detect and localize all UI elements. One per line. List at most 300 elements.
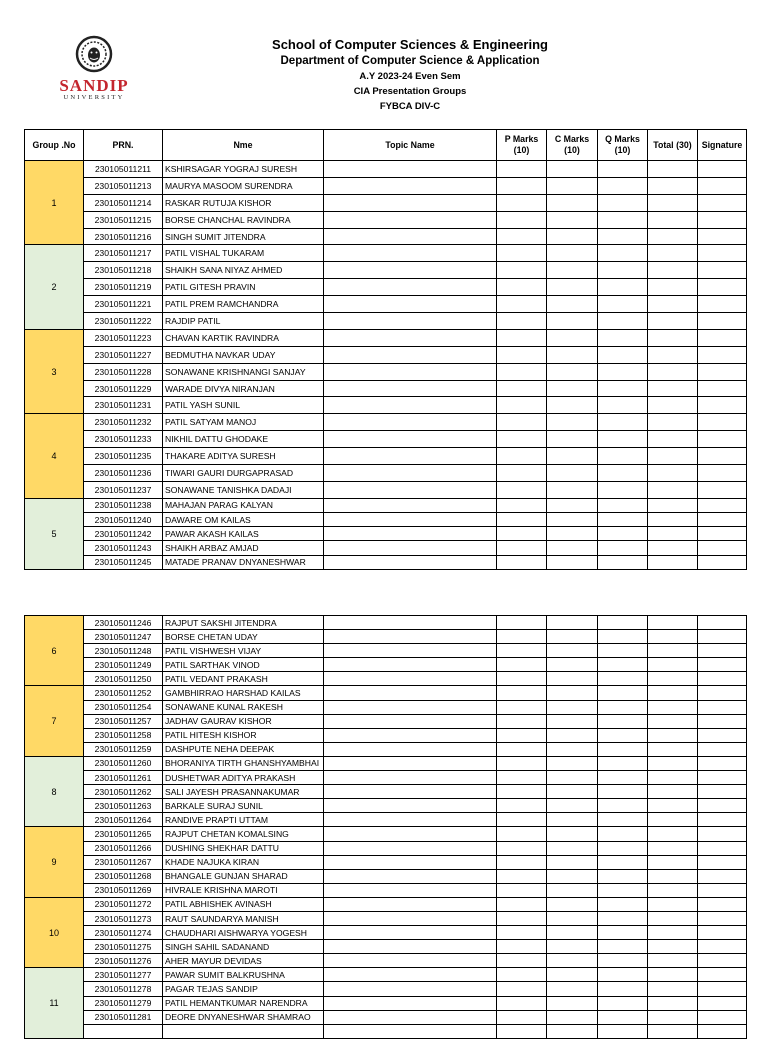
signature-cell[interactable] xyxy=(698,177,747,194)
q-marks-cell[interactable] xyxy=(598,883,648,897)
total-cell[interactable] xyxy=(648,827,698,841)
q-marks-cell[interactable] xyxy=(598,346,648,363)
p-marks-cell[interactable] xyxy=(497,245,547,262)
q-marks-cell[interactable] xyxy=(598,686,648,700)
topic-cell[interactable] xyxy=(324,742,497,756)
total-cell[interactable] xyxy=(648,616,698,630)
total-cell[interactable] xyxy=(648,498,698,512)
p-marks-cell[interactable] xyxy=(497,658,547,672)
c-marks-cell[interactable] xyxy=(547,228,598,245)
p-marks-cell[interactable] xyxy=(497,541,547,555)
topic-cell[interactable] xyxy=(324,555,497,569)
c-marks-cell[interactable] xyxy=(547,431,598,448)
p-marks-cell[interactable] xyxy=(497,911,547,925)
p-marks-cell[interactable] xyxy=(497,714,547,728)
topic-cell[interactable] xyxy=(324,996,497,1010)
topic-cell[interactable] xyxy=(324,513,497,527)
topic-cell[interactable] xyxy=(324,541,497,555)
q-marks-cell[interactable] xyxy=(598,700,648,714)
c-marks-cell[interactable] xyxy=(547,883,598,897)
topic-cell[interactable] xyxy=(324,926,497,940)
p-marks-cell[interactable] xyxy=(497,644,547,658)
p-marks-cell[interactable] xyxy=(497,448,547,465)
q-marks-cell[interactable] xyxy=(598,498,648,512)
p-marks-cell[interactable] xyxy=(497,869,547,883)
p-marks-cell[interactable] xyxy=(497,397,547,414)
c-marks-cell[interactable] xyxy=(547,813,598,827)
p-marks-cell[interactable] xyxy=(497,481,547,498)
signature-cell[interactable] xyxy=(698,940,747,954)
q-marks-cell[interactable] xyxy=(598,672,648,686)
q-marks-cell[interactable] xyxy=(598,658,648,672)
signature-cell[interactable] xyxy=(698,996,747,1010)
total-cell[interactable] xyxy=(648,686,698,700)
topic-cell[interactable] xyxy=(324,630,497,644)
q-marks-cell[interactable] xyxy=(598,714,648,728)
signature-cell[interactable] xyxy=(698,194,747,211)
topic-cell[interactable] xyxy=(324,968,497,982)
c-marks-cell[interactable] xyxy=(547,527,598,541)
signature-cell[interactable] xyxy=(698,513,747,527)
signature-cell[interactable] xyxy=(698,954,747,968)
topic-cell[interactable] xyxy=(324,296,497,313)
q-marks-cell[interactable] xyxy=(598,616,648,630)
total-cell[interactable] xyxy=(648,448,698,465)
topic-cell[interactable] xyxy=(324,346,497,363)
q-marks-cell[interactable] xyxy=(598,813,648,827)
c-marks-cell[interactable] xyxy=(547,279,598,296)
signature-cell[interactable] xyxy=(698,926,747,940)
signature-cell[interactable] xyxy=(698,279,747,296)
c-marks-cell[interactable] xyxy=(547,742,598,756)
signature-cell[interactable] xyxy=(698,771,747,785)
signature-cell[interactable] xyxy=(698,465,747,482)
q-marks-cell[interactable] xyxy=(598,799,648,813)
topic-cell[interactable] xyxy=(324,883,497,897)
signature-cell[interactable] xyxy=(698,555,747,569)
q-marks-cell[interactable] xyxy=(598,968,648,982)
topic-cell[interactable] xyxy=(324,771,497,785)
signature-cell[interactable] xyxy=(698,481,747,498)
topic-cell[interactable] xyxy=(324,954,497,968)
topic-cell[interactable] xyxy=(324,827,497,841)
p-marks-cell[interactable] xyxy=(497,968,547,982)
q-marks-cell[interactable] xyxy=(598,855,648,869)
c-marks-cell[interactable] xyxy=(547,161,598,178)
signature-cell[interactable] xyxy=(698,431,747,448)
c-marks-cell[interactable] xyxy=(547,329,598,346)
q-marks-cell[interactable] xyxy=(598,296,648,313)
signature-cell[interactable] xyxy=(698,742,747,756)
c-marks-cell[interactable] xyxy=(547,911,598,925)
topic-cell[interactable] xyxy=(324,1010,497,1024)
p-marks-cell[interactable] xyxy=(497,414,547,431)
p-marks-cell[interactable] xyxy=(497,616,547,630)
q-marks-cell[interactable] xyxy=(598,1024,648,1038)
q-marks-cell[interactable] xyxy=(598,926,648,940)
total-cell[interactable] xyxy=(648,541,698,555)
q-marks-cell[interactable] xyxy=(598,911,648,925)
p-marks-cell[interactable] xyxy=(497,813,547,827)
c-marks-cell[interactable] xyxy=(547,380,598,397)
c-marks-cell[interactable] xyxy=(547,897,598,911)
p-marks-cell[interactable] xyxy=(497,363,547,380)
c-marks-cell[interactable] xyxy=(547,616,598,630)
total-cell[interactable] xyxy=(648,940,698,954)
total-cell[interactable] xyxy=(648,982,698,996)
p-marks-cell[interactable] xyxy=(497,686,547,700)
topic-cell[interactable] xyxy=(324,616,497,630)
p-marks-cell[interactable] xyxy=(497,431,547,448)
signature-cell[interactable] xyxy=(698,1024,747,1038)
c-marks-cell[interactable] xyxy=(547,465,598,482)
signature-cell[interactable] xyxy=(698,228,747,245)
total-cell[interactable] xyxy=(648,555,698,569)
topic-cell[interactable] xyxy=(324,644,497,658)
q-marks-cell[interactable] xyxy=(598,728,648,742)
signature-cell[interactable] xyxy=(698,672,747,686)
total-cell[interactable] xyxy=(648,714,698,728)
signature-cell[interactable] xyxy=(698,245,747,262)
topic-cell[interactable] xyxy=(324,465,497,482)
total-cell[interactable] xyxy=(648,380,698,397)
q-marks-cell[interactable] xyxy=(598,869,648,883)
p-marks-cell[interactable] xyxy=(497,346,547,363)
total-cell[interactable] xyxy=(648,869,698,883)
q-marks-cell[interactable] xyxy=(598,194,648,211)
total-cell[interactable] xyxy=(648,194,698,211)
p-marks-cell[interactable] xyxy=(497,498,547,512)
q-marks-cell[interactable] xyxy=(598,785,648,799)
topic-cell[interactable] xyxy=(324,756,497,770)
c-marks-cell[interactable] xyxy=(547,1024,598,1038)
c-marks-cell[interactable] xyxy=(547,363,598,380)
q-marks-cell[interactable] xyxy=(598,211,648,228)
p-marks-cell[interactable] xyxy=(497,262,547,279)
c-marks-cell[interactable] xyxy=(547,313,598,330)
p-marks-cell[interactable] xyxy=(497,700,547,714)
p-marks-cell[interactable] xyxy=(497,672,547,686)
p-marks-cell[interactable] xyxy=(497,926,547,940)
c-marks-cell[interactable] xyxy=(547,954,598,968)
signature-cell[interactable] xyxy=(698,498,747,512)
total-cell[interactable] xyxy=(648,813,698,827)
p-marks-cell[interactable] xyxy=(497,756,547,770)
signature-cell[interactable] xyxy=(698,541,747,555)
c-marks-cell[interactable] xyxy=(547,785,598,799)
signature-cell[interactable] xyxy=(698,161,747,178)
c-marks-cell[interactable] xyxy=(547,968,598,982)
c-marks-cell[interactable] xyxy=(547,177,598,194)
total-cell[interactable] xyxy=(648,161,698,178)
q-marks-cell[interactable] xyxy=(598,742,648,756)
c-marks-cell[interactable] xyxy=(547,756,598,770)
q-marks-cell[interactable] xyxy=(598,397,648,414)
topic-cell[interactable] xyxy=(324,869,497,883)
p-marks-cell[interactable] xyxy=(497,785,547,799)
c-marks-cell[interactable] xyxy=(547,448,598,465)
c-marks-cell[interactable] xyxy=(547,414,598,431)
q-marks-cell[interactable] xyxy=(598,465,648,482)
topic-cell[interactable] xyxy=(324,414,497,431)
topic-cell[interactable] xyxy=(324,245,497,262)
total-cell[interactable] xyxy=(648,799,698,813)
signature-cell[interactable] xyxy=(698,982,747,996)
total-cell[interactable] xyxy=(648,700,698,714)
signature-cell[interactable] xyxy=(698,869,747,883)
total-cell[interactable] xyxy=(648,883,698,897)
signature-cell[interactable] xyxy=(698,658,747,672)
q-marks-cell[interactable] xyxy=(598,161,648,178)
signature-cell[interactable] xyxy=(698,448,747,465)
topic-cell[interactable] xyxy=(324,380,497,397)
signature-cell[interactable] xyxy=(698,644,747,658)
p-marks-cell[interactable] xyxy=(497,555,547,569)
topic-cell[interactable] xyxy=(324,527,497,541)
p-marks-cell[interactable] xyxy=(497,841,547,855)
total-cell[interactable] xyxy=(648,658,698,672)
q-marks-cell[interactable] xyxy=(598,1010,648,1024)
topic-cell[interactable] xyxy=(324,813,497,827)
total-cell[interactable] xyxy=(648,630,698,644)
c-marks-cell[interactable] xyxy=(547,194,598,211)
p-marks-cell[interactable] xyxy=(497,161,547,178)
total-cell[interactable] xyxy=(648,296,698,313)
c-marks-cell[interactable] xyxy=(547,296,598,313)
topic-cell[interactable] xyxy=(324,363,497,380)
total-cell[interactable] xyxy=(648,742,698,756)
p-marks-cell[interactable] xyxy=(497,513,547,527)
topic-cell[interactable] xyxy=(324,911,497,925)
q-marks-cell[interactable] xyxy=(598,527,648,541)
p-marks-cell[interactable] xyxy=(497,211,547,228)
total-cell[interactable] xyxy=(648,262,698,279)
c-marks-cell[interactable] xyxy=(547,541,598,555)
q-marks-cell[interactable] xyxy=(598,555,648,569)
total-cell[interactable] xyxy=(648,841,698,855)
topic-cell[interactable] xyxy=(324,431,497,448)
total-cell[interactable] xyxy=(648,954,698,968)
topic-cell[interactable] xyxy=(324,177,497,194)
total-cell[interactable] xyxy=(648,329,698,346)
total-cell[interactable] xyxy=(648,363,698,380)
c-marks-cell[interactable] xyxy=(547,672,598,686)
topic-cell[interactable] xyxy=(324,313,497,330)
c-marks-cell[interactable] xyxy=(547,855,598,869)
c-marks-cell[interactable] xyxy=(547,630,598,644)
signature-cell[interactable] xyxy=(698,714,747,728)
q-marks-cell[interactable] xyxy=(598,448,648,465)
signature-cell[interactable] xyxy=(698,313,747,330)
signature-cell[interactable] xyxy=(698,728,747,742)
topic-cell[interactable] xyxy=(324,799,497,813)
topic-cell[interactable] xyxy=(324,897,497,911)
total-cell[interactable] xyxy=(648,968,698,982)
p-marks-cell[interactable] xyxy=(497,771,547,785)
q-marks-cell[interactable] xyxy=(598,313,648,330)
topic-cell[interactable] xyxy=(324,841,497,855)
q-marks-cell[interactable] xyxy=(598,245,648,262)
q-marks-cell[interactable] xyxy=(598,431,648,448)
q-marks-cell[interactable] xyxy=(598,380,648,397)
q-marks-cell[interactable] xyxy=(598,228,648,245)
total-cell[interactable] xyxy=(648,672,698,686)
total-cell[interactable] xyxy=(648,414,698,431)
signature-cell[interactable] xyxy=(698,1010,747,1024)
topic-cell[interactable] xyxy=(324,714,497,728)
c-marks-cell[interactable] xyxy=(547,869,598,883)
signature-cell[interactable] xyxy=(698,363,747,380)
q-marks-cell[interactable] xyxy=(598,414,648,431)
signature-cell[interactable] xyxy=(698,262,747,279)
p-marks-cell[interactable] xyxy=(497,329,547,346)
q-marks-cell[interactable] xyxy=(598,940,648,954)
signature-cell[interactable] xyxy=(698,380,747,397)
signature-cell[interactable] xyxy=(698,296,747,313)
c-marks-cell[interactable] xyxy=(547,555,598,569)
c-marks-cell[interactable] xyxy=(547,926,598,940)
c-marks-cell[interactable] xyxy=(547,996,598,1010)
total-cell[interactable] xyxy=(648,1010,698,1024)
topic-cell[interactable] xyxy=(324,279,497,296)
signature-cell[interactable] xyxy=(698,700,747,714)
total-cell[interactable] xyxy=(648,855,698,869)
topic-cell[interactable] xyxy=(324,728,497,742)
topic-cell[interactable] xyxy=(324,855,497,869)
signature-cell[interactable] xyxy=(698,686,747,700)
topic-cell[interactable] xyxy=(324,658,497,672)
c-marks-cell[interactable] xyxy=(547,346,598,363)
c-marks-cell[interactable] xyxy=(547,841,598,855)
q-marks-cell[interactable] xyxy=(598,756,648,770)
signature-cell[interactable] xyxy=(698,527,747,541)
p-marks-cell[interactable] xyxy=(497,982,547,996)
p-marks-cell[interactable] xyxy=(497,742,547,756)
p-marks-cell[interactable] xyxy=(497,194,547,211)
total-cell[interactable] xyxy=(648,527,698,541)
p-marks-cell[interactable] xyxy=(497,228,547,245)
c-marks-cell[interactable] xyxy=(547,827,598,841)
total-cell[interactable] xyxy=(648,245,698,262)
total-cell[interactable] xyxy=(648,996,698,1010)
p-marks-cell[interactable] xyxy=(497,177,547,194)
topic-cell[interactable] xyxy=(324,228,497,245)
total-cell[interactable] xyxy=(648,785,698,799)
total-cell[interactable] xyxy=(648,513,698,527)
topic-cell[interactable] xyxy=(324,785,497,799)
p-marks-cell[interactable] xyxy=(497,883,547,897)
total-cell[interactable] xyxy=(648,431,698,448)
c-marks-cell[interactable] xyxy=(547,686,598,700)
signature-cell[interactable] xyxy=(698,827,747,841)
signature-cell[interactable] xyxy=(698,414,747,431)
topic-cell[interactable] xyxy=(324,481,497,498)
signature-cell[interactable] xyxy=(698,968,747,982)
signature-cell[interactable] xyxy=(698,883,747,897)
q-marks-cell[interactable] xyxy=(598,771,648,785)
total-cell[interactable] xyxy=(648,211,698,228)
p-marks-cell[interactable] xyxy=(497,527,547,541)
topic-cell[interactable] xyxy=(324,397,497,414)
signature-cell[interactable] xyxy=(698,813,747,827)
topic-cell[interactable] xyxy=(324,448,497,465)
total-cell[interactable] xyxy=(648,756,698,770)
topic-cell[interactable] xyxy=(324,940,497,954)
total-cell[interactable] xyxy=(648,926,698,940)
q-marks-cell[interactable] xyxy=(598,481,648,498)
signature-cell[interactable] xyxy=(698,630,747,644)
total-cell[interactable] xyxy=(648,279,698,296)
signature-cell[interactable] xyxy=(698,756,747,770)
p-marks-cell[interactable] xyxy=(497,1024,547,1038)
signature-cell[interactable] xyxy=(698,897,747,911)
q-marks-cell[interactable] xyxy=(598,262,648,279)
c-marks-cell[interactable] xyxy=(547,714,598,728)
signature-cell[interactable] xyxy=(698,911,747,925)
q-marks-cell[interactable] xyxy=(598,363,648,380)
p-marks-cell[interactable] xyxy=(497,855,547,869)
total-cell[interactable] xyxy=(648,313,698,330)
q-marks-cell[interactable] xyxy=(598,954,648,968)
topic-cell[interactable] xyxy=(324,498,497,512)
signature-cell[interactable] xyxy=(698,329,747,346)
total-cell[interactable] xyxy=(648,177,698,194)
signature-cell[interactable] xyxy=(698,397,747,414)
topic-cell[interactable] xyxy=(324,161,497,178)
p-marks-cell[interactable] xyxy=(497,827,547,841)
topic-cell[interactable] xyxy=(324,211,497,228)
p-marks-cell[interactable] xyxy=(497,630,547,644)
p-marks-cell[interactable] xyxy=(497,897,547,911)
signature-cell[interactable] xyxy=(698,211,747,228)
topic-cell[interactable] xyxy=(324,1024,497,1038)
q-marks-cell[interactable] xyxy=(598,513,648,527)
q-marks-cell[interactable] xyxy=(598,644,648,658)
topic-cell[interactable] xyxy=(324,672,497,686)
topic-cell[interactable] xyxy=(324,982,497,996)
topic-cell[interactable] xyxy=(324,700,497,714)
c-marks-cell[interactable] xyxy=(547,211,598,228)
c-marks-cell[interactable] xyxy=(547,799,598,813)
q-marks-cell[interactable] xyxy=(598,841,648,855)
total-cell[interactable] xyxy=(648,911,698,925)
topic-cell[interactable] xyxy=(324,262,497,279)
c-marks-cell[interactable] xyxy=(547,1010,598,1024)
signature-cell[interactable] xyxy=(698,785,747,799)
c-marks-cell[interactable] xyxy=(547,728,598,742)
topic-cell[interactable] xyxy=(324,194,497,211)
q-marks-cell[interactable] xyxy=(598,279,648,296)
total-cell[interactable] xyxy=(648,728,698,742)
signature-cell[interactable] xyxy=(698,799,747,813)
total-cell[interactable] xyxy=(648,1024,698,1038)
c-marks-cell[interactable] xyxy=(547,262,598,279)
total-cell[interactable] xyxy=(648,481,698,498)
c-marks-cell[interactable] xyxy=(547,940,598,954)
p-marks-cell[interactable] xyxy=(497,465,547,482)
signature-cell[interactable] xyxy=(698,616,747,630)
total-cell[interactable] xyxy=(648,897,698,911)
c-marks-cell[interactable] xyxy=(547,397,598,414)
signature-cell[interactable] xyxy=(698,855,747,869)
p-marks-cell[interactable] xyxy=(497,296,547,313)
c-marks-cell[interactable] xyxy=(547,771,598,785)
c-marks-cell[interactable] xyxy=(547,245,598,262)
topic-cell[interactable] xyxy=(324,686,497,700)
total-cell[interactable] xyxy=(648,465,698,482)
c-marks-cell[interactable] xyxy=(547,982,598,996)
c-marks-cell[interactable] xyxy=(547,513,598,527)
